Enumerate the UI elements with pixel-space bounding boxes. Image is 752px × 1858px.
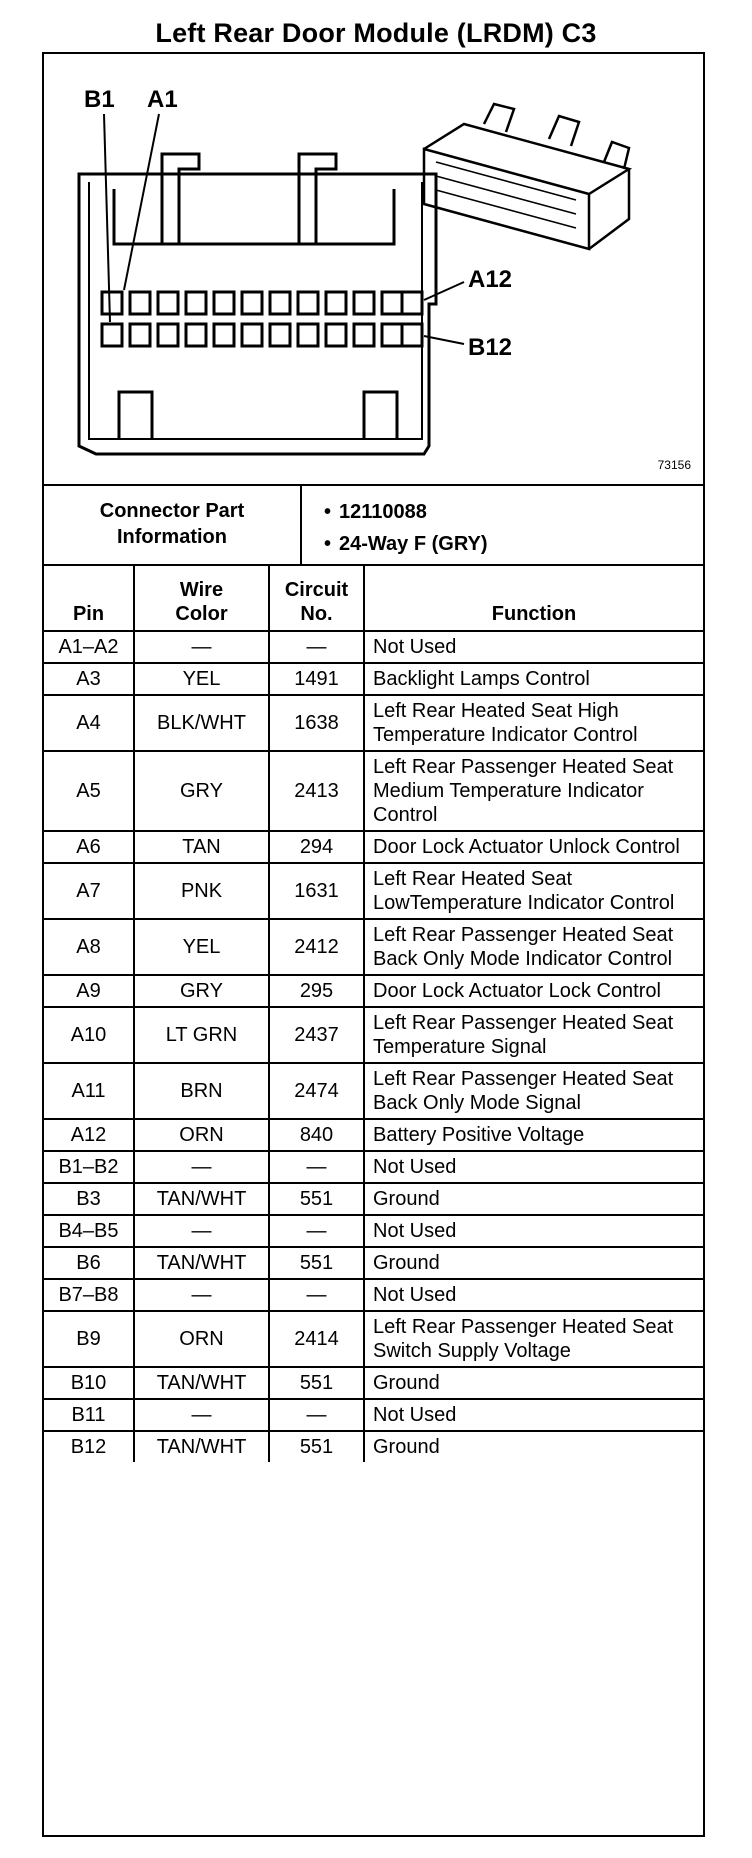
right-bottom-tab <box>364 392 397 439</box>
pin-cell: B11 <box>44 1399 134 1431</box>
wire-color-cell: BRN <box>134 1063 269 1119</box>
circuit-cell: 295 <box>269 975 364 1007</box>
table-row <box>44 1063 703 1119</box>
pin-cell: A3 <box>44 663 134 695</box>
function-cell: Not Used <box>364 1279 703 1311</box>
circuit-cell: 2412 <box>269 919 364 975</box>
connector-description: • 24-Way F (GRY) <box>324 528 488 560</box>
circuit-cell: 1638 <box>269 695 364 751</box>
wire-color-cell: TAN/WHT <box>134 1367 269 1399</box>
connector-inner-outline <box>89 182 422 439</box>
table-row <box>44 975 703 1007</box>
label-a1: A1 <box>147 86 178 113</box>
connector-3d-illustration <box>424 104 629 249</box>
circuit-cell: 2414 <box>269 1311 364 1367</box>
circuit-cell: 2474 <box>269 1063 364 1119</box>
left-bottom-tab <box>119 392 152 439</box>
table-row <box>44 663 703 695</box>
table-row <box>44 1119 703 1151</box>
connector-part-info <box>44 484 703 566</box>
function-cell: Left Rear Heated Seat LowTemperature Indicator Control <box>364 863 703 919</box>
table-header-row <box>44 564 703 631</box>
pin-cell: A4 <box>44 695 134 751</box>
pinout-table-body <box>44 631 703 1462</box>
function-cell: Not Used <box>364 1151 703 1183</box>
wire-color-cell: — <box>134 1215 269 1247</box>
cavity-row-a <box>102 292 422 314</box>
pin-cell: B4–B5 <box>44 1215 134 1247</box>
table-row <box>44 1431 703 1462</box>
table-row <box>44 1215 703 1247</box>
circuit-cell: 294 <box>269 831 364 863</box>
pin-cell: B7–B8 <box>44 1279 134 1311</box>
table-row <box>44 919 703 975</box>
page-title: Left Rear Door Module (LRDM) C3 <box>155 18 597 48</box>
circuit-cell: 551 <box>269 1367 364 1399</box>
pin-cell: B9 <box>44 1311 134 1367</box>
wire-color-cell: — <box>134 1399 269 1431</box>
leader-a1 <box>124 114 159 290</box>
label-a12: A12 <box>468 266 513 293</box>
function-cell: Door Lock Actuator Unlock Control <box>364 831 703 863</box>
table-row <box>44 751 703 831</box>
wire-color-cell: PNK <box>134 863 269 919</box>
circuit-cell: — <box>269 1279 364 1311</box>
table-row <box>44 863 703 919</box>
circuit-cell: 1631 <box>269 863 364 919</box>
pin-cell: A8 <box>44 919 134 975</box>
table-row <box>44 1311 703 1367</box>
circuit-cell: 551 <box>269 1183 364 1215</box>
circuit-cell: 551 <box>269 1431 364 1462</box>
connector-frame <box>42 52 705 1837</box>
function-cell: Left Rear Heated Seat High Temperature Indicator Control <box>364 695 703 751</box>
pin-cell: A12 <box>44 1119 134 1151</box>
wire-color-cell: YEL <box>134 663 269 695</box>
header-function: Function <box>364 564 703 631</box>
table-row <box>44 1399 703 1431</box>
pin-cell: B1–B2 <box>44 1151 134 1183</box>
circuit-cell: — <box>269 631 364 663</box>
circuit-cell: 840 <box>269 1119 364 1151</box>
header-wire-color: Wire Color <box>134 564 269 631</box>
circuit-cell: 2437 <box>269 1007 364 1063</box>
function-cell: Backlight Lamps Control <box>364 663 703 695</box>
pin-cell: A7 <box>44 863 134 919</box>
pin-cell: B12 <box>44 1431 134 1462</box>
wire-color-cell: TAN <box>134 831 269 863</box>
connector-info-values <box>324 496 488 560</box>
left-latch <box>162 154 199 244</box>
function-cell: Left Rear Passenger Heated Seat Back Only Mode Signal <box>364 1063 703 1119</box>
part-number: • 12110088 <box>324 496 488 528</box>
pin-cell: A6 <box>44 831 134 863</box>
function-cell: Left Rear Passenger Heated Seat Switch Supply Voltage <box>364 1311 703 1367</box>
function-cell: Ground <box>364 1367 703 1399</box>
function-cell: Ground <box>364 1431 703 1462</box>
pin-cell: A10 <box>44 1007 134 1063</box>
figure-number: 73156 <box>657 458 691 472</box>
function-cell: Left Rear Passenger Heated Seat Back Only Mode Indicator Control <box>364 919 703 975</box>
pin-cell: A11 <box>44 1063 134 1119</box>
circuit-cell: 1491 <box>269 663 364 695</box>
pin-cell: A1–A2 <box>44 631 134 663</box>
circuit-cell: — <box>269 1151 364 1183</box>
function-cell: Left Rear Passenger Heated Seat Temperature Signal <box>364 1007 703 1063</box>
pin-cell: A9 <box>44 975 134 1007</box>
wire-color-cell: — <box>134 631 269 663</box>
wire-color-cell: YEL <box>134 919 269 975</box>
wire-color-cell: ORN <box>134 1119 269 1151</box>
right-latch <box>299 154 336 244</box>
circuit-cell: 551 <box>269 1247 364 1279</box>
label-b12: B12 <box>468 334 513 361</box>
connector-top-rail <box>114 189 394 244</box>
table-row <box>44 1007 703 1063</box>
table-row <box>44 1151 703 1183</box>
table-row <box>44 1183 703 1215</box>
function-cell: Left Rear Passenger Heated Seat Medium Temperature Indicator Control <box>364 751 703 831</box>
circuit-cell: — <box>269 1399 364 1431</box>
wire-color-cell: TAN/WHT <box>134 1431 269 1462</box>
table-row <box>44 631 703 663</box>
wire-color-cell: BLK/WHT <box>134 695 269 751</box>
pin-cell: B3 <box>44 1183 134 1215</box>
wire-color-cell: LT GRN <box>134 1007 269 1063</box>
circuit-cell: 2413 <box>269 751 364 831</box>
label-b1: B1 <box>84 86 115 113</box>
function-cell: Battery Positive Voltage <box>364 1119 703 1151</box>
wire-color-cell: TAN/WHT <box>134 1183 269 1215</box>
function-cell: Not Used <box>364 1215 703 1247</box>
connector-face-drawing <box>44 54 703 484</box>
table-row <box>44 1367 703 1399</box>
function-cell: Door Lock Actuator Lock Control <box>364 975 703 1007</box>
cavity-row-b <box>102 324 422 346</box>
function-cell: Not Used <box>364 631 703 663</box>
wire-color-cell: ORN <box>134 1311 269 1367</box>
function-cell: Not Used <box>364 1399 703 1431</box>
function-cell: Ground <box>364 1247 703 1279</box>
table-row <box>44 695 703 751</box>
pin-cell: A5 <box>44 751 134 831</box>
table-row <box>44 831 703 863</box>
connector-diagram <box>44 54 703 486</box>
connector-info-heading: Connector Part Information <box>44 484 302 564</box>
wire-color-cell: — <box>134 1279 269 1311</box>
wire-color-cell: GRY <box>134 975 269 1007</box>
pin-cell: B10 <box>44 1367 134 1399</box>
leader-a12 <box>424 282 464 300</box>
header-pin: Pin <box>44 564 134 631</box>
pin-cell: B6 <box>44 1247 134 1279</box>
table-row <box>44 1247 703 1279</box>
table-row <box>44 1279 703 1311</box>
header-circuit-no: Circuit No. <box>269 564 364 631</box>
pinout-table <box>44 564 703 1462</box>
wire-color-cell: TAN/WHT <box>134 1247 269 1279</box>
wire-color-cell: GRY <box>134 751 269 831</box>
function-cell: Ground <box>364 1183 703 1215</box>
circuit-cell: — <box>269 1215 364 1247</box>
wire-color-cell: — <box>134 1151 269 1183</box>
